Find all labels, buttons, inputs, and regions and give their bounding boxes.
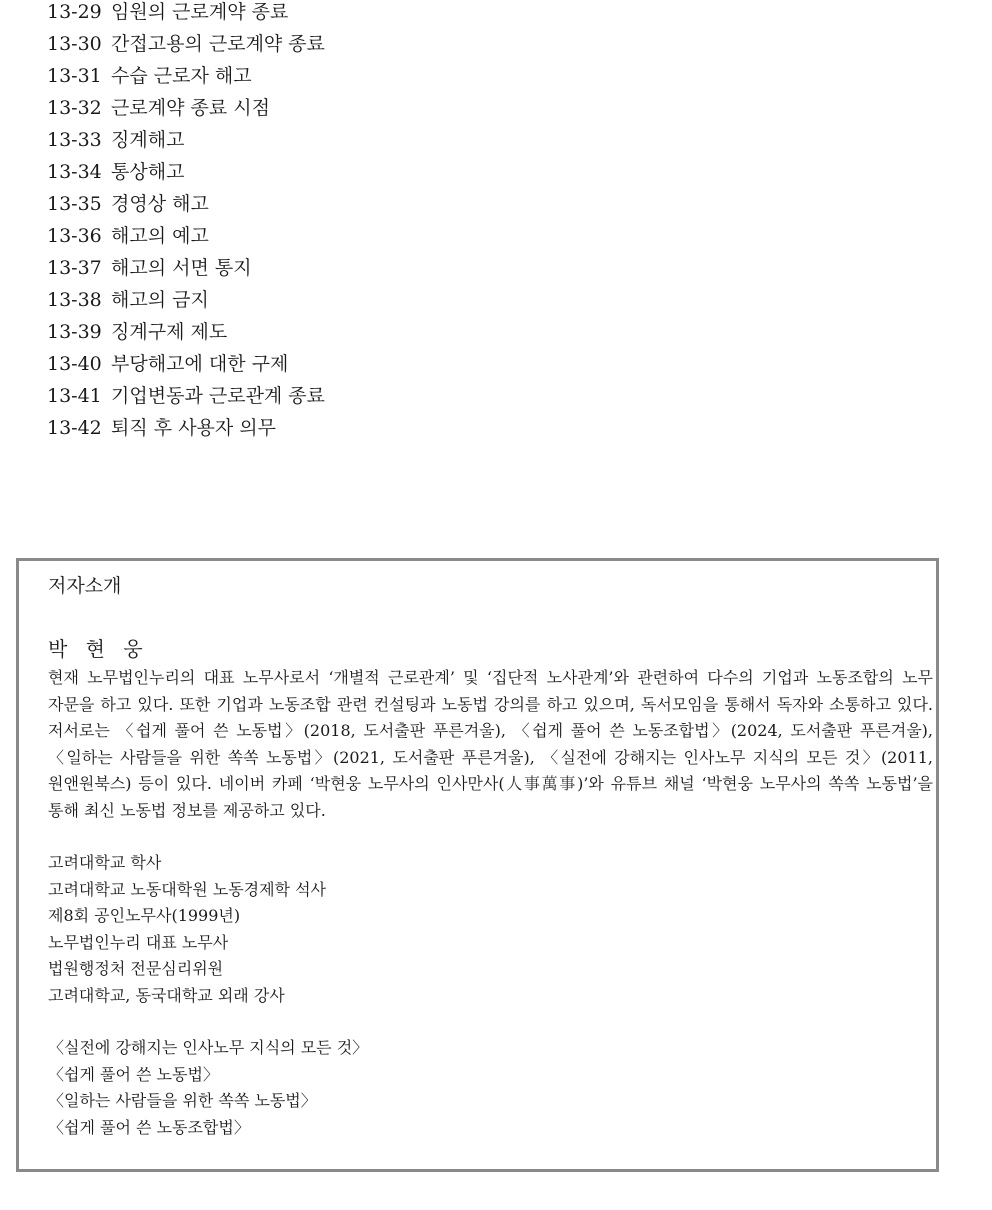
toc-item-number: 13-29 [47, 1, 102, 23]
author-career-list [48, 850, 933, 1009]
career-item: 고려대학교 노동대학원 노동경제학 석사 [48, 879, 327, 899]
author-bio-hanja: 人事萬事 [504, 774, 578, 793]
toc-item [47, 128, 947, 160]
toc-item-title: 해고의 서면 통지 [111, 257, 252, 279]
toc-item-title: 근로계약 종료 시점 [111, 97, 270, 119]
toc-item [47, 64, 947, 96]
toc-item-title: 징계해고 [111, 129, 185, 151]
toc-item-title: 통상해고 [111, 161, 185, 183]
toc-item [47, 256, 947, 288]
career-item: 고려대학교, 동국대학교 외래 강사 [48, 985, 285, 1005]
toc-item-title: 해고의 금지 [111, 289, 209, 311]
toc-item-title: 경영상 해고 [111, 193, 209, 215]
author-bio-text-end: )’와 유튜브 채널 ‘박현웅 노무사의 쏙쏙 노동법’을 통해 최신 노동법 정보를 제공하고 있다. [48, 774, 933, 820]
toc-item [47, 192, 947, 224]
toc-item [47, 160, 947, 192]
author-bio-text: 현재 노무법인누리의 대표 노무사로서 ‘개별적 근로관계’ 및 ‘집단적 노사관계’와 관련하여 다수의 기업과 노동조합의 노무 자문을 하고 있다. 또한 기업과 노동조합 관련 컨설팅과 노동법 강의를 하고 있으며, 독서모임을 통해서 독자와 소통하고 있다. 저서로는 〈쉽게 풀어 쓴 노동법〉(2018, 도서출판 푸른겨울), 〈쉽게 풀어 쓴 노동조합법〉(2024, 도서출판 푸른겨울), 〈일하는 사람들을 위한 쏙쏙 노동법〉(2021, 도서출판 푸른겨울), 〈실전에 강해지는 인사노무 지식의 모든 것〉(2011, 원앤원북스) 등이 있다. 네이버 카페 ‘박현웅 노무사의 인사만사( [48, 668, 933, 793]
toc-item [47, 320, 947, 352]
toc-item-number: 13-37 [47, 257, 102, 279]
toc-item-title: 수습 근로자 해고 [111, 65, 252, 87]
author-intro-content [48, 573, 933, 1141]
toc-item [47, 288, 947, 320]
toc-item-number: 13-40 [47, 353, 102, 375]
toc-item-number: 13-42 [47, 417, 102, 439]
career-item: 고려대학교 학사 [48, 853, 162, 872]
toc-item [47, 416, 947, 448]
toc-item [47, 32, 947, 64]
toc-item [47, 384, 947, 416]
book-item: 〈실전에 강해지는 인사노무 지식의 모든 것〉 [48, 1038, 369, 1057]
book-item: 〈쉽게 풀어 쓴 노동조합법〉 [48, 1117, 250, 1137]
toc-item-number: 13-34 [47, 161, 102, 183]
toc-item-number: 13-39 [47, 321, 102, 343]
toc-item-number: 13-31 [47, 65, 102, 87]
career-item: 노무법인누리 대표 노무사 [48, 932, 229, 952]
toc-item-title: 퇴직 후 사용자 의무 [111, 417, 276, 439]
author-intro-heading: 저자소개 [48, 575, 122, 597]
toc-item-number: 13-33 [47, 129, 102, 151]
toc-item-number: 13-30 [47, 33, 102, 55]
toc-item-number: 13-35 [47, 193, 102, 215]
book-item: 〈쉽게 풀어 쓴 노동법〉 [48, 1064, 219, 1084]
career-item: 법원행정처 전문심리위원 [48, 959, 224, 978]
toc-item-title: 징계구제 제도 [111, 321, 228, 343]
toc-item [47, 96, 947, 128]
book-item: 〈일하는 사람들을 위한 쏙쏙 노동법〉 [48, 1091, 317, 1110]
toc-item-title: 해고의 예고 [111, 225, 209, 247]
author-intro-box [16, 558, 939, 1172]
toc-item-number: 13-41 [47, 385, 102, 407]
toc-item-title: 간접고용의 근로계약 종료 [111, 33, 326, 55]
toc-item-number: 13-38 [47, 289, 102, 311]
author-books-list [48, 1035, 933, 1141]
career-item: 제8회 공인노무사(1999년) [48, 906, 241, 925]
toc-item-title: 기업변동과 근로관계 종료 [111, 385, 326, 407]
table-of-contents [47, 0, 947, 448]
toc-item [47, 0, 947, 32]
toc-item-number: 13-36 [47, 225, 102, 247]
toc-item [47, 352, 947, 384]
toc-item-title: 부당해고에 대한 구제 [111, 353, 289, 375]
author-bio-paragraph [48, 665, 933, 824]
toc-item-title: 임원의 근로계약 종료 [111, 1, 289, 23]
toc-item-number: 13-32 [47, 97, 102, 119]
toc-item [47, 224, 947, 256]
author-name: 박 현 웅 [48, 637, 149, 661]
